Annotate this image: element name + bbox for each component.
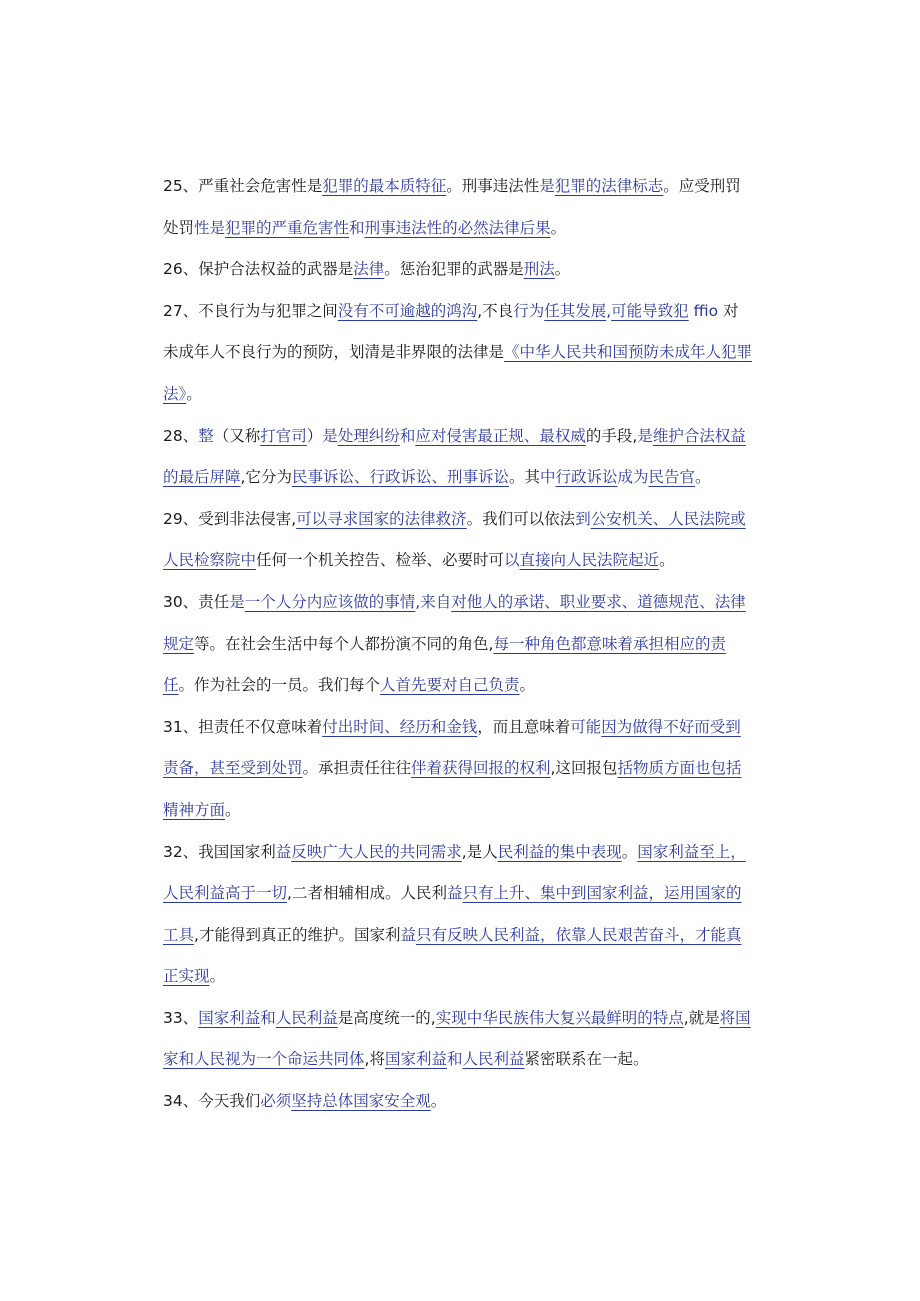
- underlined-key-phrase: 《中华人民共和国预防未成年人犯罪法》: [163, 343, 753, 403]
- body-text: 31、担责任不仅意味着: [163, 717, 323, 736]
- underlined-key-phrase: 犯罪的法律标志: [554, 177, 664, 195]
- highlighted-text: 是: [322, 426, 338, 445]
- body-text: ,不良: [477, 301, 514, 320]
- underlined-key-phrase: 人民利益: [462, 1050, 525, 1069]
- body-text: 紧密联系在一起。: [524, 1050, 649, 1069]
- underlined-key-phrase: 伴着获得回报的权利: [411, 759, 551, 778]
- body-text: ,二者相辅相成。人民利: [287, 884, 447, 903]
- underlined-key-phrase: 一个人分内应该做的事情: [244, 592, 416, 611]
- underlined-key-phrase: 对他人的承诺、职业要求、道德规范、法律规定: [163, 592, 746, 653]
- body-text: 。: [695, 468, 711, 487]
- body-text: 。: [621, 842, 638, 861]
- list-item: [163, 998, 753, 1081]
- body-text: 任何一个机关控告、检举、必要时可: [256, 551, 505, 570]
- underlined-key-phrase: 处理纠纷: [337, 426, 400, 445]
- highlighted-text: 行为: [513, 301, 545, 320]
- body-text: 。应受刑罚处罚: [163, 177, 741, 237]
- body-text: ，而且意味着: [477, 717, 571, 736]
- body-text: ,它分为: [240, 468, 292, 487]
- highlighted-text: 和: [446, 1050, 463, 1069]
- body-text: 。: [659, 551, 675, 570]
- body-text: 。: [519, 676, 536, 695]
- list-item: [163, 166, 753, 249]
- highlighted-text: ,: [606, 301, 612, 320]
- list-item: [163, 582, 753, 707]
- body-text: 。: [225, 800, 241, 819]
- body-text: （又称: [213, 426, 261, 445]
- body-text: 。惩治犯罪的武器是: [384, 260, 524, 279]
- highlighted-text: 和: [399, 426, 416, 445]
- underlined-key-phrase: 行政诉讼: [555, 468, 618, 487]
- underlined-key-phrase: 打官司: [260, 426, 307, 445]
- underlined-key-phrase: 没有不可逾越的鸿沟: [337, 301, 478, 320]
- underlined-key-phrase: 人民利益: [275, 1008, 338, 1027]
- document-body: [163, 166, 753, 1123]
- body-text: 26、保护合法权益的武器是: [163, 260, 354, 279]
- body-text: 。作为社会的一员。我们每个: [178, 676, 381, 695]
- body-text: 等。在社会生活中每个人都扮演不同的角色,: [194, 634, 494, 653]
- underlined-key-phrase: 刑法: [523, 260, 555, 279]
- highlighted-text: ,来自: [415, 592, 452, 611]
- body-text: 27、不良行为与犯罪之间: [163, 301, 338, 320]
- highlighted-text: 以: [504, 551, 520, 570]
- underlined-key-phrase: 犯罪的最本质特征: [322, 177, 447, 195]
- body-text: 32、我国国家利: [163, 842, 276, 861]
- body-text: 。其: [508, 468, 540, 487]
- body-text: 是高度统一的,: [337, 1008, 436, 1027]
- body-text: ）: [306, 426, 323, 445]
- highlighted-text: 和: [349, 218, 365, 237]
- underlined-key-phrase: 民利益的集中表现: [497, 842, 622, 861]
- highlighted-text: 中: [539, 468, 556, 487]
- underlined-key-phrase: 可以寻求国家的法律救济: [296, 509, 467, 528]
- underlined-key-phrase: 人首先要对自己负责: [380, 676, 520, 695]
- body-text: ,就是: [683, 1008, 720, 1027]
- underlined-key-phrase: 反映广大人民的共同需求: [291, 842, 462, 861]
- list-item: [163, 416, 753, 499]
- body-text: 。刑事违法性: [446, 177, 540, 195]
- body-text: 。: [554, 260, 571, 279]
- body-text: 33、: [163, 1008, 199, 1027]
- body-text: 30、责任: [163, 592, 230, 611]
- underlined-key-phrase: 任其发展: [544, 301, 607, 320]
- list-item: [163, 832, 753, 998]
- body-text: 。我们可以依法: [466, 509, 576, 528]
- underlined-key-phrase: 只有上升、集中到国家利益，运用国家的工具: [163, 884, 742, 944]
- underlined-key-phrase: 民告官: [648, 468, 696, 487]
- highlighted-text: 益: [446, 884, 463, 903]
- underlined-key-phrase: 公安机关、人民法院或人民检察院中: [163, 509, 746, 570]
- underlined-key-phrase: 可能导致犯: [611, 301, 689, 320]
- list-item: [163, 291, 753, 416]
- underlined-key-phrase: 将国家和人民视为一个命运共同体: [163, 1008, 751, 1069]
- body-text: 对未成年人不良行为的预防，划清是非界限的法律是: [163, 301, 739, 362]
- underlined-key-phrase: 国家利益: [384, 1050, 447, 1069]
- body-text: 。: [550, 218, 567, 237]
- underlined-key-phrase: 每一种角色都意味着承担相应的责任: [163, 634, 726, 695]
- highlighted-text: 益: [400, 925, 416, 944]
- body-text: 29、受到非法侵害,: [163, 509, 297, 528]
- underlined-key-phrase: 付出时间、经历和金钱: [322, 717, 478, 736]
- highlighted-text: 可能: [570, 717, 602, 736]
- body-text: 。: [209, 967, 226, 986]
- highlighted-text: ffio: [688, 301, 719, 320]
- underlined-key-phrase: 法律: [353, 260, 385, 279]
- underlined-key-phrase: 括物质方面也包括精神方面: [163, 759, 742, 819]
- list-item: [163, 249, 753, 291]
- underlined-key-phrase: 维护合法权益的最后屏障: [163, 426, 746, 487]
- underlined-key-phrase: 国家利益: [198, 1008, 261, 1027]
- underlined-key-phrase: 犯罪的严重危害性: [225, 218, 350, 237]
- highlighted-text: 必须: [260, 1092, 292, 1111]
- highlighted-text: 益: [275, 842, 292, 861]
- highlighted-text: 是: [637, 426, 653, 445]
- body-text: 25、严重社会危害性是: [163, 177, 323, 195]
- highlighted-text: 和: [260, 1008, 276, 1027]
- underlined-key-phrase: 刑事违法性的必然法律后果: [364, 218, 551, 237]
- highlighted-text: 性是: [194, 218, 226, 237]
- underlined-key-phrase: 国家利益至上，人民利益高于一切: [163, 842, 746, 903]
- underlined-key-phrase: 实现中华民族伟大复兴最鲜明的特点: [435, 1008, 684, 1027]
- body-text: ,这回报包: [550, 759, 618, 778]
- underlined-key-phrase: 坚持总体国家安全观: [291, 1092, 431, 1111]
- body-text: 。: [430, 1092, 447, 1111]
- body-text: 。: [186, 384, 202, 403]
- highlighted-text: 到: [575, 509, 591, 528]
- highlighted-text: 成为: [617, 468, 649, 487]
- list-item: [163, 707, 753, 832]
- highlighted-text: 是: [229, 592, 245, 611]
- underlined-key-phrase: 民事诉讼、行政诉讼、刑事诉讼: [291, 468, 509, 487]
- underlined-key-phrase: 应对侵害最正规、最权威: [415, 426, 586, 445]
- underlined-key-phrase: 直接向人民法院起近: [519, 551, 660, 570]
- highlighted-text: 整: [198, 426, 214, 445]
- body-text: ,才能得到真正的维护。国家利: [194, 925, 401, 944]
- body-text: 的手段,: [585, 426, 638, 445]
- body-text: ,是人: [461, 842, 498, 861]
- list-item: [163, 1081, 753, 1123]
- highlighted-text: 是: [539, 177, 555, 195]
- list-item: [163, 499, 753, 582]
- underlined-key-phrase: 只有反映人民利益，依靠人民艰苦奋斗，才能真正实现: [163, 925, 742, 986]
- body-text: 。承担责任往往: [302, 759, 412, 778]
- underlined-key-phrase: 因为做得不好而受到责备，甚至受到处罚: [163, 717, 741, 778]
- body-text: 28、: [163, 426, 199, 445]
- body-text: 34、今天我们: [163, 1092, 261, 1111]
- body-text: ,将: [364, 1050, 385, 1069]
